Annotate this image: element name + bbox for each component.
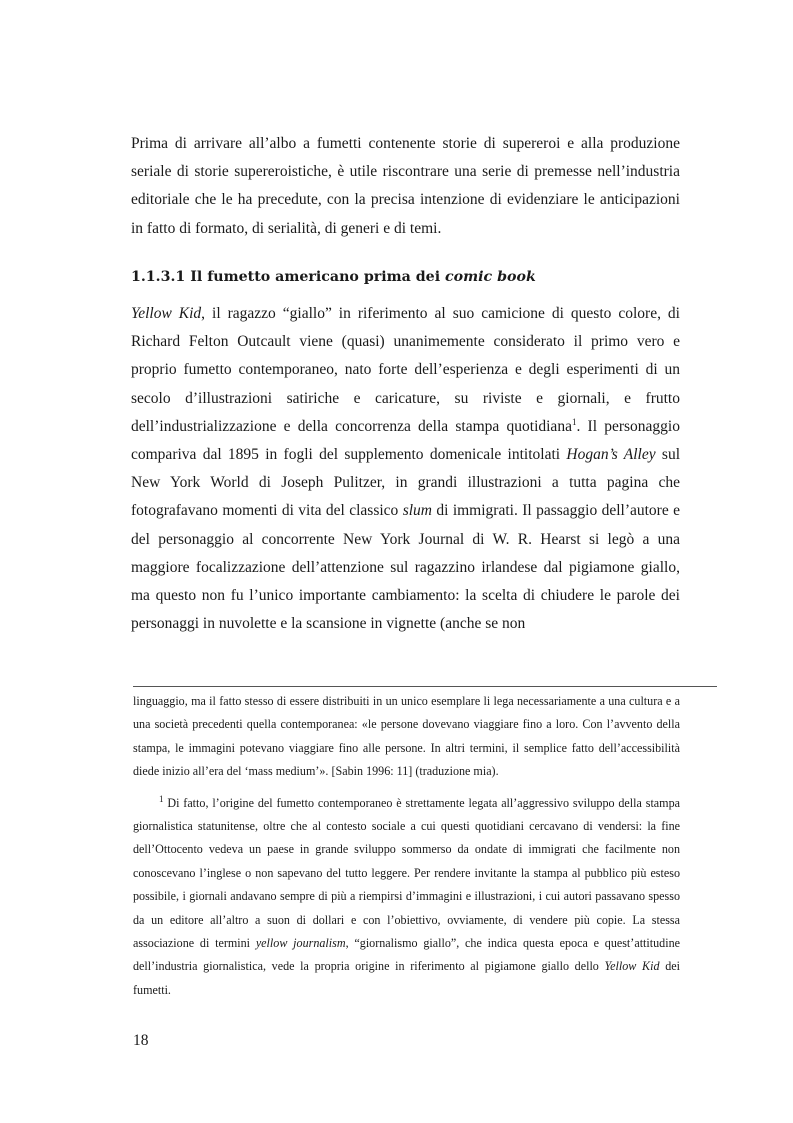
footnote-separator: [133, 686, 717, 687]
text-run: Di fatto, l’origine del fumetto contemporaneo è strettamente legata all’aggressivo sviluppo della stampa giornalistica statunitense, oltre che al contesto sociale a cui questi quotidiani cercavano di vendersi: la fine dell’Ottocento vedeva un paese in grande sviluppo sommerso da ondate di immigrati che facilmente non conoscevano l’inglese o non sapevano del tutto leggere. Per rendere invitante la stampa al pubblico più esteso possibile, i giornali andavano sempre di più a riempirsi d’immagini e illustrazioni, i cui autori passavano spesso da un editore all’altro a suon di dollari e con l’obiettivo, ovviamente, di vendere più copie. La stessa associazione di termini: [133, 795, 680, 951]
italic-run: slum: [402, 502, 432, 520]
text-run: linguaggio, ma il fatto stesso di essere distribuiti in un unico esemplare li lega necessariamente a una cultura e a una società precedenti quella contemporanea: «le persone dovevano viaggiare fino a loro. Con l’avvento della stampa, le immagini potevano viaggiare fino alle persone. In altri termini, il semplice fatto dell’accessibilità diede inizio all’era del ‘mass medium’». [Sabin 1996: 11] (traduzione mia).: [133, 694, 680, 779]
paragraph-yellow-kid: [131, 300, 680, 638]
italic-run: Hogan’s Alley: [566, 446, 656, 464]
text-run: , “giornalismo giallo”, che indica questa epoca e quest’attitudine dell’industria giornalistica, vede la propria origine in riferimento al pigiamone giallo dello: [133, 936, 680, 974]
body-text-block-2: [131, 300, 680, 638]
footnote-1: [133, 792, 680, 1003]
body-text-block-1: [131, 130, 680, 243]
footnote-marker: 1: [159, 793, 164, 804]
text-run: di immigrati. Il passaggio dell’autore e del personaggio al concorrente New York Journal di W. R. Hearst si legò a una maggiore focalizzazione dell’attenzione sul ragazzino irlandese dal pigiamone giallo, ma questo non fu l’unico importante cambiamento: la scelta di chiudere le parole dei personaggi in nuvolette e la scansione in vignette (anche se non: [131, 502, 680, 633]
italic-run: Yellow Kid: [131, 305, 202, 322]
footnote-continuation: [133, 690, 680, 784]
italic-run: Yellow Kid: [604, 959, 660, 974]
section-heading-text: 1.1.3.1 Il fumetto americano prima dei: [131, 269, 446, 285]
text-run: dei fumetti.: [133, 959, 680, 997]
text-run: . Il personaggio compariva dal 1895 in fogli del supplemento domenicale intitolati: [131, 417, 680, 464]
page-number: 18: [133, 1032, 149, 1049]
italic-run: yellow journalism: [255, 936, 346, 951]
text-run: , il ragazzo “giallo” in riferimento al suo camicione di questo colore, di Richard Felton Outcault viene (quasi) unanimemente considerato il primo vero e proprio fumetto contemporaneo, nato forte dell’esperienza e degli esperimenti di un secolo d’illustrazioni satiriche e caricature, su riviste e giornali, e frutto dell’industrializzazione e della concorrenza della stampa quotidiana: [131, 305, 680, 435]
section-heading: [131, 265, 680, 289]
section-heading-italic: comic book: [445, 269, 536, 285]
footnote-marker: 1: [571, 416, 577, 427]
text-run: Prima di arrivare all’albo a fumetti contenente storie di supereroi e alla produzione seriale di storie supereroistiche, è utile riscontrare una serie di premesse nell’industria editoriale che le ha precedute, con la precisa intenzione di evidenziare le anticipazioni in fatto di formato, di serialità, di generi e di temi.: [131, 135, 680, 237]
footnotes-area: [133, 690, 680, 1002]
paragraph-intro: [131, 130, 680, 243]
text-run: sul New York World di Joseph Pulitzer, in grandi illustrazioni a tutta pagina che fotografavano momenti di vita del classico: [131, 446, 681, 520]
